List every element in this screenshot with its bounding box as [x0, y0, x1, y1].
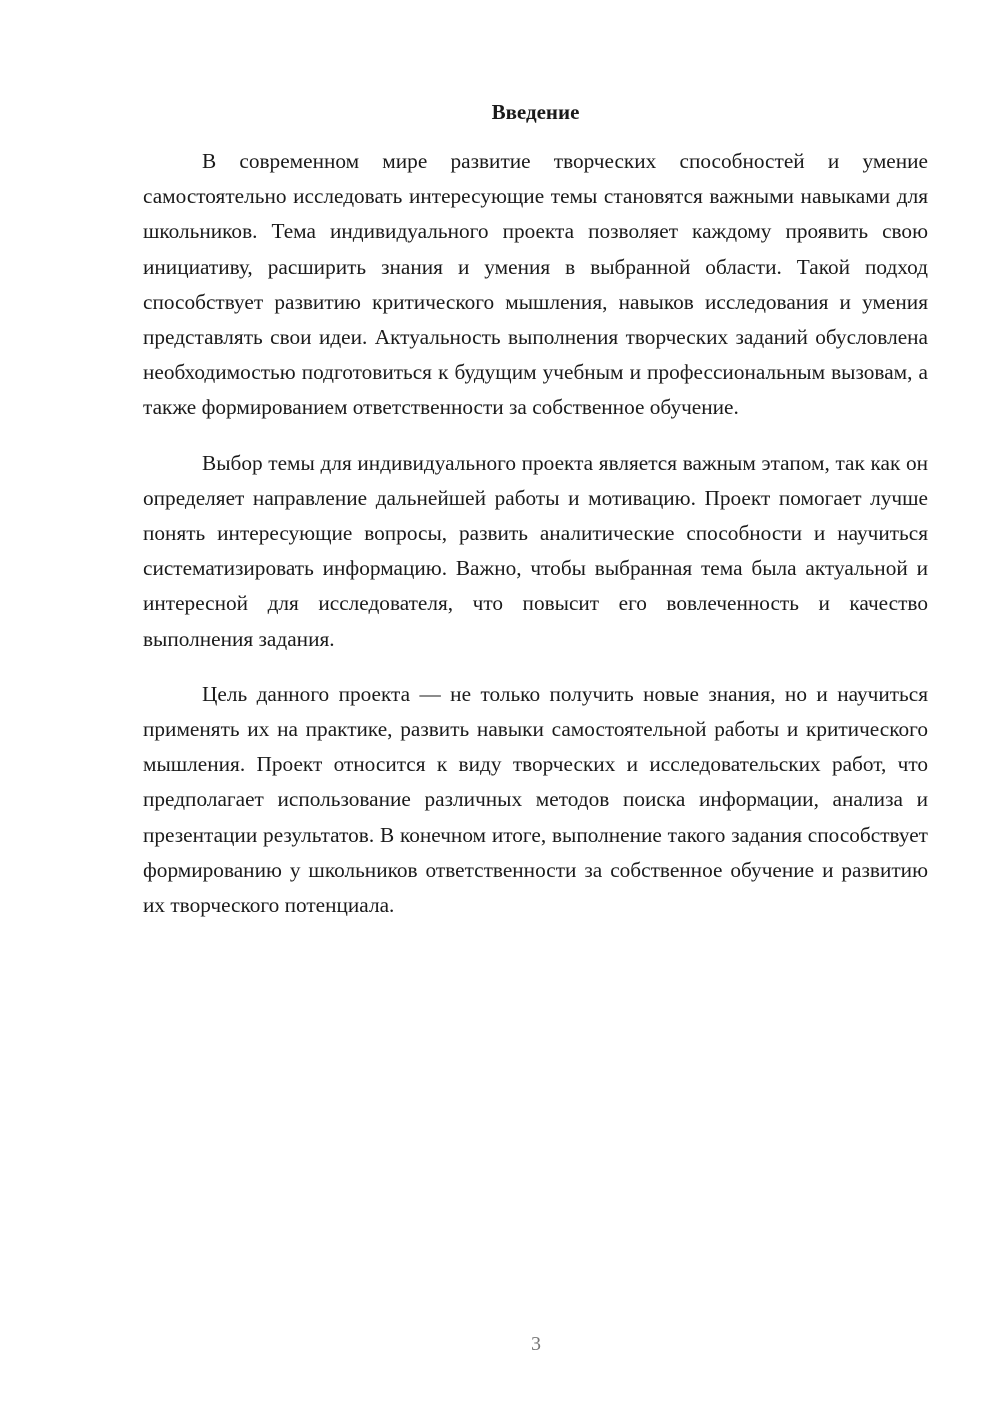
paragraph-1: В современном мире развитие творческих способностей и умение самостоятельно исследовать интересующие темы становятся важными навыками для школьников. Тема индивидуального проекта позволяет каждому проявить свою инициативу, расширить знания и умения в выбранной области. Такой подход способствует развитию критического мышления, навыков исследования и умения представлять свои идеи. Актуальность выполнения творческих заданий обусловлена необходимостью подготовиться к будущим учебным и профессиональным вызовам, а также формированием ответственности за собственное обучение.	[143, 149, 928, 420]
page-content	[143, 98, 928, 943]
paragraph-3: Цель данного проекта — не только получить новые знания, но и научиться применять их на практике, развить навыки самостоятельной работы и критического мышления. Проект относится к виду творческих и исследовательских работ, что предполагает использование различных методов поиска информации, анализа и презентации результатов. В конечном итоге, выполнение такого задания способствует формированию у школьников ответственности за собственное обучение и развитию их творческого потенциала.	[143, 681, 928, 918]
section-heading: Введение	[491, 100, 580, 124]
page-number: 3	[531, 1333, 541, 1355]
paragraph-2: Выбор темы для индивидуального проекта является важным этапом, так как он определяет направление дальнейшей работы и мотивацию. Проект помогает лучше понять интересующие вопросы, развить аналитические способности и научиться систематизировать информацию. Важно, чтобы выбранная тема была актуальной и интересной для исследователя, что повысит его вовлеченность и качество выполнения задания.	[143, 450, 928, 651]
